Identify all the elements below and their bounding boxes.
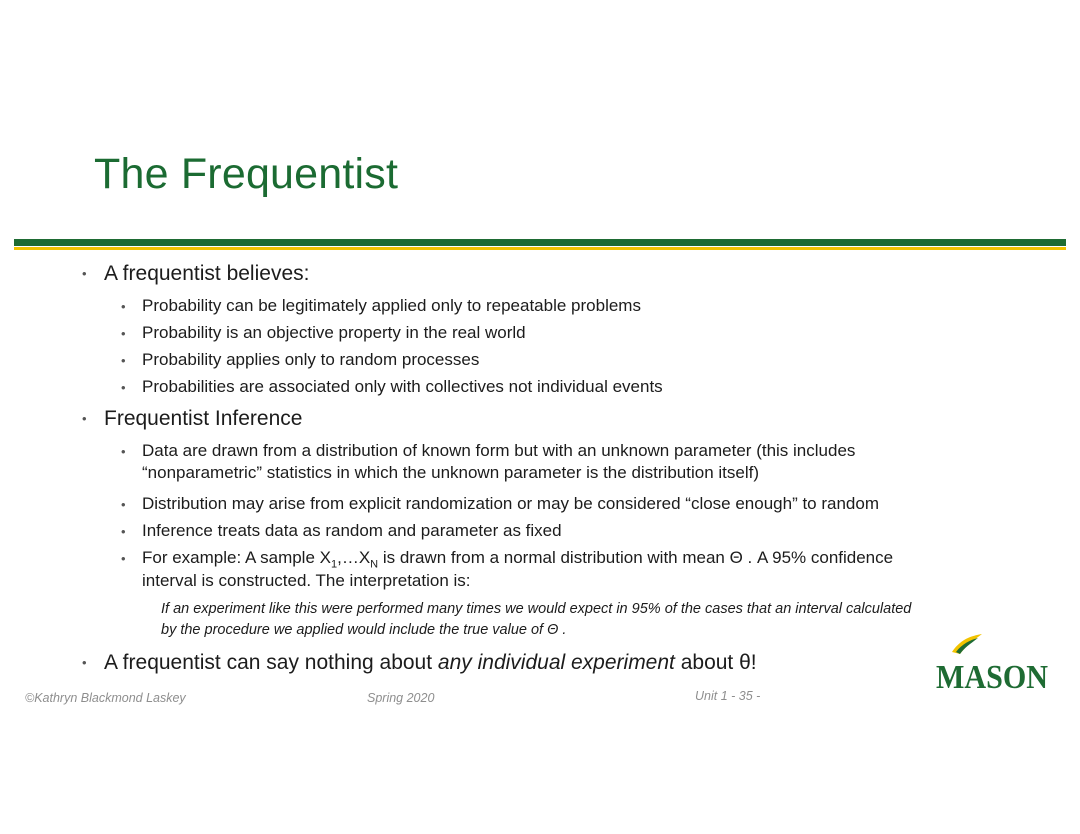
bullet-emphasis: any individual experiment: [437, 651, 675, 674]
bullet-text-end: about θ!: [674, 651, 757, 674]
sub-bullet: • Probabilities are associated only with collectives not individual events: [142, 373, 663, 400]
sub-bullet: • Probability can be legitimately applied only to repeatable problems: [142, 292, 641, 319]
footer-term: Spring 2020: [367, 691, 435, 705]
bullet-say-nothing: [104, 651, 757, 675]
sub-bullet: • Probability is an objective property in the real world: [142, 319, 526, 346]
footer-author: ©Kathryn Blackmond Laskey: [25, 691, 186, 705]
example-text-end: is drawn from a normal distribution with mean Θ . A 95% confidence: [378, 548, 894, 567]
bullet-frequentist-inference: • Frequentist Inference: [104, 407, 302, 431]
footer-page-number: Unit 1 - 35 -: [695, 689, 761, 703]
interpretation-note: by the procedure we applied would include the true value of Θ .: [161, 622, 567, 638]
interpretation-note: If an experiment like this were performed many times we would expect in 95% of the cases that an interval calculated: [161, 601, 912, 617]
sub-bullet-continuation: interval is constructed. The interpretation is:: [142, 571, 471, 590]
sub-bullet: • Probability applies only to random processes: [142, 346, 479, 373]
sub-bullet: • Data are drawn from a distribution of known form but with an unknown parameter (this includes: [142, 437, 855, 464]
example-text-mid: ,…X: [337, 548, 371, 567]
mason-logo: [934, 632, 1050, 692]
title-divider-green: [14, 239, 1066, 246]
mason-logo-mark: [934, 632, 1050, 692]
sub-bullet-continuation: “nonparametric” statistics in which the unknown parameter is the distribution itself): [142, 463, 759, 482]
logo-wordmark: MASON: [936, 659, 1049, 692]
sub-bullet: • Inference treats data as random and parameter as fixed: [142, 517, 562, 544]
sub-bullet: • Distribution may arise from explicit randomization or may be considered “close enough” to random: [142, 490, 879, 517]
subscript-1: 1: [330, 558, 338, 571]
bullet-text-start: A frequentist can say nothing about: [104, 651, 438, 674]
subscript-n: N: [370, 558, 379, 571]
bullet-frequentist-believes: • A frequentist believes:: [104, 262, 309, 286]
title-divider-gold: [14, 247, 1066, 250]
example-text-start: For example: A sample X: [142, 548, 331, 567]
slide-title: The Frequentist: [94, 150, 399, 198]
